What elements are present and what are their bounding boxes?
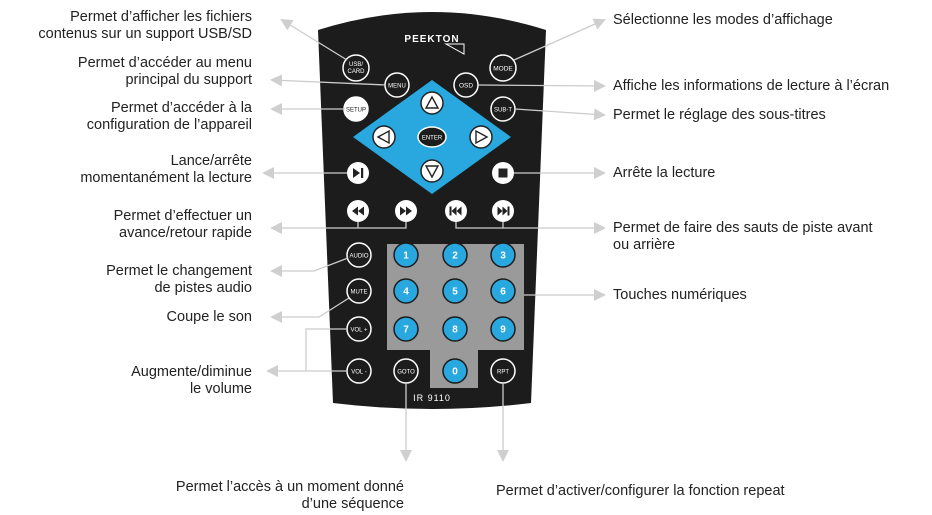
- usb-label: [38, 9, 252, 43]
- play-label-line-1: Lance/arrête: [170, 153, 252, 169]
- play-label-line-2: momentanément la lecture: [80, 170, 252, 186]
- osd-label-text: [613, 78, 889, 95]
- brand-logo: PEEKTON: [404, 34, 460, 45]
- digit-button[interactable]: [443, 359, 467, 383]
- setup-button[interactable]: [344, 97, 368, 121]
- digit-label: 9: [500, 324, 506, 336]
- setup-label-line-1: Permet d’accéder à la: [110, 100, 252, 116]
- digit-label: 5: [452, 286, 458, 298]
- digit-button[interactable]: [394, 279, 418, 303]
- menu-label-line-1: Permet d’accéder au menu: [77, 55, 252, 71]
- vol-plus-button[interactable]: [347, 317, 371, 341]
- digit-button[interactable]: [491, 243, 515, 267]
- mode-button[interactable]: [490, 55, 516, 81]
- menu-label-text: [78, 55, 252, 89]
- digit-label: 6: [500, 286, 506, 298]
- setup-label-text: [87, 100, 252, 134]
- mute-label: MUTE: [350, 289, 368, 296]
- goto-label: GOTO: [397, 369, 415, 376]
- right-button[interactable]: [470, 126, 492, 148]
- rewind-button[interactable]: [347, 200, 369, 222]
- mute-button[interactable]: [347, 279, 371, 303]
- fast-forward-button[interactable]: [395, 200, 417, 222]
- digit-button[interactable]: [394, 317, 418, 341]
- stop-button[interactable]: [492, 162, 514, 184]
- audio-label-text: [106, 263, 252, 297]
- setup-label: SETUP: [345, 107, 367, 114]
- goto-button[interactable]: [394, 359, 418, 383]
- rpt-label-text: [496, 483, 785, 500]
- digits-label-line-1: Touches numériques: [613, 287, 747, 303]
- mute-label-line-1: Coupe le son: [166, 309, 252, 325]
- menu-button[interactable]: [385, 73, 409, 97]
- ff-label-text: [114, 208, 252, 242]
- usb-label-line-2: contenus sur un support USB/SD: [38, 26, 252, 42]
- left-button[interactable]: [373, 126, 395, 148]
- digit-button[interactable]: [491, 279, 515, 303]
- skip-label-text: [613, 220, 873, 254]
- rpt-button[interactable]: [491, 359, 515, 383]
- digit-button[interactable]: [443, 317, 467, 341]
- sub-t-button[interactable]: [491, 97, 515, 121]
- vol-minus-label: VOL -: [351, 369, 367, 376]
- usb-card-label-1: USB/: [348, 62, 364, 68]
- up-button[interactable]: [421, 92, 443, 114]
- skip-label-line-2: ou arrière: [613, 237, 676, 253]
- skip-label-line-1: Permet de faire des sauts de piste avant: [613, 220, 873, 236]
- osd-label: OSD: [458, 82, 474, 90]
- digit-label: 7: [403, 324, 409, 336]
- digit-button[interactable]: [443, 243, 467, 267]
- digit-label: 1: [403, 250, 409, 262]
- menu-label: MENU: [388, 83, 406, 90]
- next-track-button[interactable]: [492, 200, 514, 222]
- audio-button[interactable]: [347, 243, 371, 267]
- mode-label-line-1: Sélectionne les modes d’affichage: [613, 12, 833, 28]
- setup-label-line-2: configuration de l’appareil: [86, 117, 252, 133]
- osd-button[interactable]: [454, 73, 478, 97]
- vol-label-text: [131, 364, 252, 398]
- digit-button[interactable]: [394, 243, 418, 267]
- enter-button[interactable]: [418, 127, 446, 147]
- usb-label-line-1: Permet d’afficher les fichiers: [70, 9, 252, 25]
- osd-label-line-1: Affiche les informations de lecture à l’écran: [613, 78, 890, 94]
- mode-label-text: [613, 12, 833, 29]
- previous-track-button[interactable]: [445, 200, 467, 222]
- usb-card-button[interactable]: [343, 55, 369, 81]
- digits-label-text: [613, 287, 747, 304]
- stop-label-text: [613, 165, 715, 182]
- subt-label-line-1: Permet le réglage des sous-titres: [613, 107, 826, 123]
- down-button[interactable]: [421, 160, 443, 182]
- audio-label-line-1: Permet le changement: [106, 263, 252, 279]
- goto-label-text: [176, 479, 404, 513]
- goto-label-line-1: Permet l’accès à un moment donné: [175, 479, 404, 495]
- digit-label: 0: [452, 366, 458, 378]
- digit-label: 2: [452, 250, 458, 262]
- goto-label-line-2: d’une séquence: [301, 496, 404, 512]
- usb-card-label-2: CARD: [347, 69, 365, 75]
- model-label: IR 9110: [413, 393, 451, 403]
- vol-minus-button[interactable]: [347, 359, 371, 383]
- menu-label-line-2: principal du support: [125, 72, 252, 88]
- rpt-label: RPT: [497, 369, 509, 376]
- play-label-text: [80, 153, 252, 187]
- mode-label: MODE: [493, 65, 513, 73]
- vol-label-line-1: Augmente/diminue: [131, 364, 252, 380]
- digit-button[interactable]: [443, 279, 467, 303]
- enter-label: ENTER: [421, 135, 443, 142]
- vol-label-line-2: le volume: [189, 381, 252, 397]
- digit-label: 8: [452, 324, 458, 336]
- ff-label-line-2: avance/retour rapide: [119, 225, 252, 241]
- stop-icon: [499, 169, 508, 178]
- mute-label-text: [167, 309, 252, 326]
- stop-label-line-1: Arrête la lecture: [613, 165, 716, 181]
- digit-label: 3: [500, 250, 506, 262]
- ff-label-line-1: Permet d’effectuer un: [113, 208, 252, 224]
- subt-label-text: [613, 107, 826, 124]
- rpt-label-line-1: Permet d’activer/configurer la fonction repeat: [496, 483, 785, 499]
- audio-label-line-2: de pistes audio: [154, 280, 252, 296]
- play-pause-button[interactable]: [347, 162, 369, 184]
- vol-plus-label: VOL +: [350, 327, 368, 334]
- digit-label: 4: [403, 286, 409, 298]
- audio-label: AUDIO: [349, 253, 369, 260]
- digit-button[interactable]: [491, 317, 515, 341]
- sub-t-label: SUB-T: [494, 107, 512, 114]
